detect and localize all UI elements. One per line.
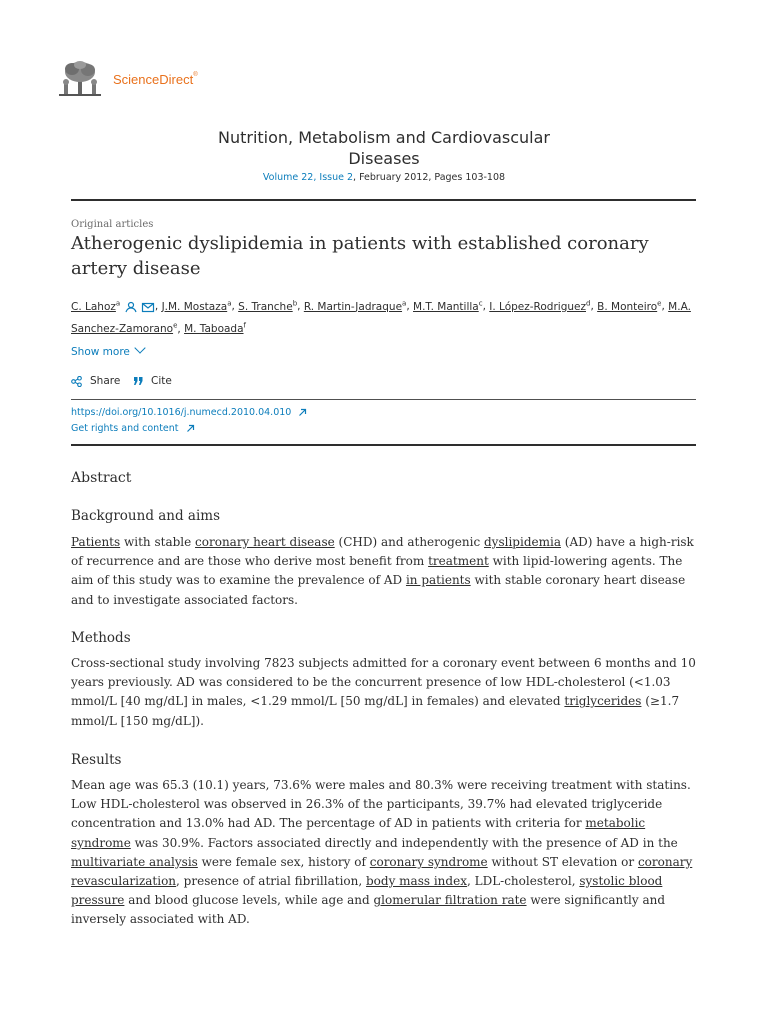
chd-link[interactable]: coronary heart disease (195, 535, 335, 549)
background-heading: Background and aims (71, 508, 221, 524)
actions-divider (71, 399, 696, 400)
author-7[interactable]: M.A. Sanchez-Zamorano$^e$ (71, 300, 691, 335)
person-icon[interactable] (124, 301, 138, 313)
systolic-blood-pressure-link[interactable]: systolic blood pressure (71, 874, 663, 908)
journal-title-line2: Diseases (348, 149, 420, 168)
journal-title[interactable] (184, 127, 584, 169)
external-link-icon (298, 408, 307, 417)
date-pages: , February 2012, Pages 103-108 (353, 172, 506, 183)
header-divider (71, 199, 696, 201)
article-type: Original articles (71, 219, 154, 230)
methods-heading: Methods (71, 630, 131, 646)
patients-link[interactable]: Patients (71, 535, 121, 549)
author-list: C. Lahoz$^a$ , J.M. Mostaza$^a$, S. Tranche$^b$, R. Martin-Jadraque$^a$, M.T. Mantilla$^c$, I. López-Rodriguez$^d$, B. Monteiro$^e$, M.A. Sanchez-Zamorano$^e$, M. Taboada$^f$ (71, 299, 691, 335)
coronary-revascularization-link[interactable]: coronary revascularization (71, 854, 693, 889)
show-more-button[interactable]: Show more (71, 346, 144, 358)
treatment-link[interactable]: treatment (428, 554, 489, 569)
coronary-syndrome-link[interactable]: coronary syndrome (369, 854, 488, 869)
chevron-down-icon (134, 342, 145, 353)
results-heading: Results (71, 752, 122, 768)
multivariate-analysis-link[interactable]: multivariate analysis (71, 854, 198, 869)
journal-title-line1: Nutrition, Metabolism and Cardiovascular (217, 128, 551, 147)
email-icon[interactable] (141, 301, 155, 313)
metabolic-syndrome-link[interactable]: metabolic syndrome (71, 816, 646, 850)
share-button[interactable]: Share (71, 375, 120, 387)
methods-paragraph: Cross-sectional study involving 7823 subjects admitted for a coronary event between 6 months and 10 years previously. AD was considered to be the concurrent presence of low HDL-cholesterol (<1.03 mmol/L [40 mg/dL] in males, <1.29 mmol/L [50 mg/dL] in females) and elevated triglycerides (≥1.7 mmol/L [150 mg/dL]). (71, 656, 696, 728)
doi-link[interactable]: https://doi.org/10.1016/j.numecd.2010.04.010 (71, 407, 307, 418)
quote-icon (133, 376, 144, 386)
share-icon (71, 376, 82, 387)
article-title: Atherogenic dyslipidemia in patients with established coronary artery disease (71, 233, 649, 279)
author-0[interactable]: C. Lahoz$^a$ (71, 299, 121, 313)
author-5[interactable]: I. López-Rodriguez$^d$ (489, 299, 591, 313)
in-patients-link[interactable]: in patients (405, 573, 471, 588)
doi-divider (71, 444, 696, 446)
author-6[interactable]: B. Monteiro$^e$ (597, 299, 662, 313)
rights-link[interactable]: Get rights and content (71, 423, 195, 434)
results-paragraph: Mean age was 65.3 (10.1) years, 73.6% were males and 80.3% were receiving treatment with statins. Low HDL-cholesterol was observed in 26.3% of the participants, 39.7% had elevated triglyceride concentration and 13.0% had AD. The percentage of AD in patients with criteria for metabolic syndrome was 30.9%. Factors associated directly and independently with the presence of AD in the multivariate analysis were female sex, history of coronary syndrome without ST elevation or coronary revascularization, presence of atrial fibrillation, body mass index, LDL-cholesterol, systolic blood pressure and blood glucose levels, while age and glomerular filtration rate were significantly and inversely associated with AD. (71, 778, 693, 927)
volume-info (184, 172, 584, 183)
triglycerides-link[interactable]: triglycerides (564, 694, 642, 709)
sciencedirect-logo[interactable]: ScienceDirect® (113, 72, 198, 87)
background-paragraph: Patients with stable coronary heart disease (CHD) and atherogenic dyslipidemia (AD) have a high-risk of recurrence and are those who derive most benefit from treatment with lipid-lowering agents. The aim of this study was to examine the prevalence of AD in patients with stable coronary heart disease and to investigate associated factors. (71, 535, 694, 607)
author-1[interactable]: J.M. Mostaza$^a$ (161, 299, 232, 313)
body-mass-index-link[interactable]: body mass index (366, 874, 467, 889)
author-2[interactable]: S. Tranche$^b$ (238, 299, 298, 313)
glomerular-filtration-rate-link[interactable]: glomerular filtration rate (373, 893, 527, 908)
author-3[interactable]: R. Martin-Jadraque$^a$ (303, 299, 407, 313)
external-link-icon (186, 424, 195, 433)
elsevier-tree-logo-icon[interactable] (58, 60, 102, 98)
abstract-heading: Abstract (71, 470, 132, 486)
author-8[interactable]: M. Taboada$^f$ (184, 321, 246, 335)
cite-button[interactable]: Cite (133, 375, 172, 387)
volume-issue-link[interactable]: Volume 22, Issue 2 (262, 172, 354, 183)
author-4[interactable]: M.T. Mantilla$^c$ (413, 299, 483, 313)
dyslipidemia-link[interactable]: dyslipidemia (484, 535, 561, 549)
